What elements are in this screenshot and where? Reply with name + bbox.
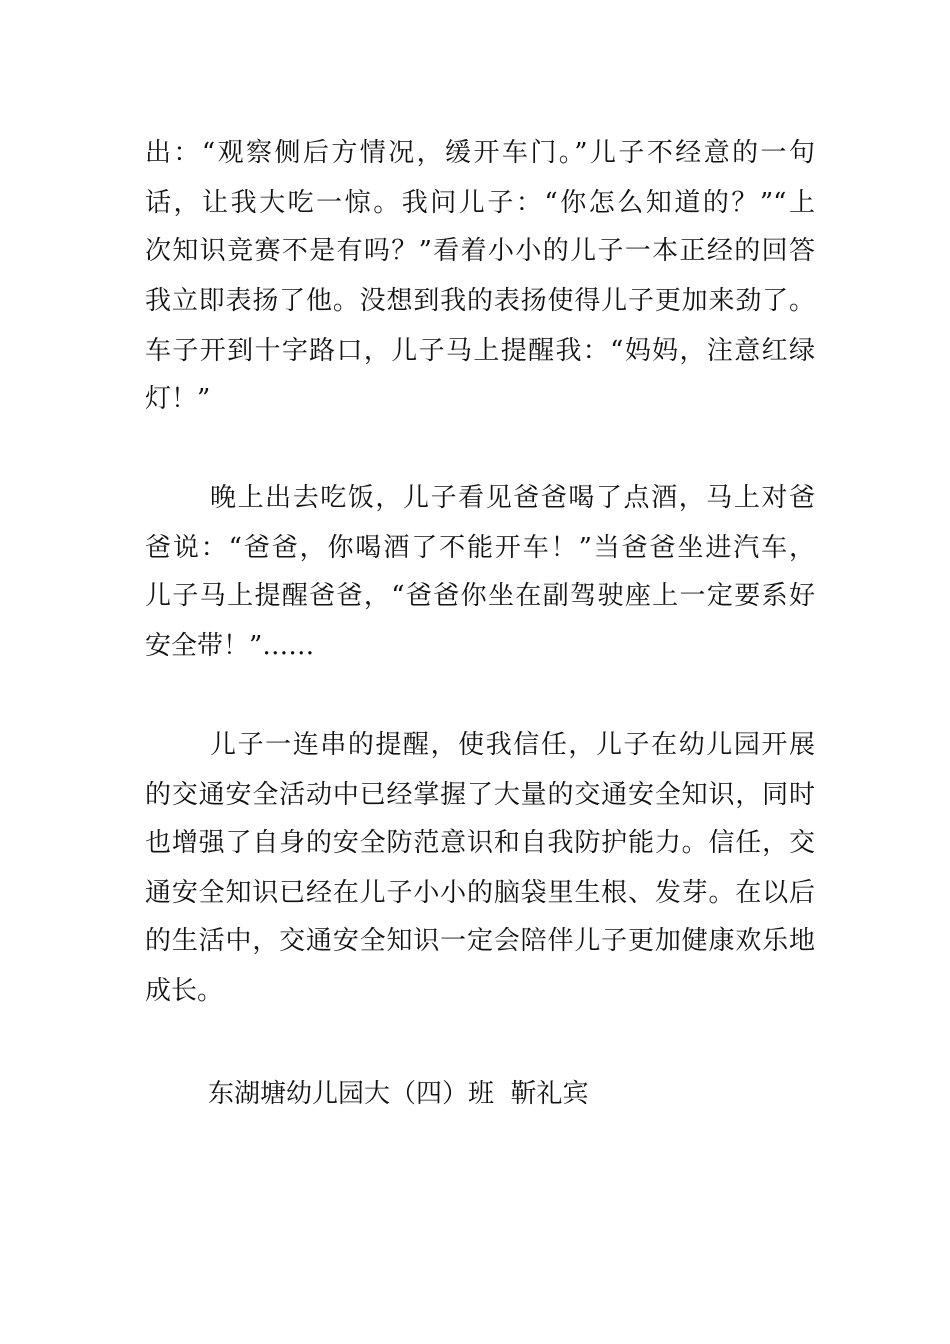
paragraph-1-line-2: 话，让我大吃一惊。我问儿子：“你怎么知道的？”“上 [145, 188, 815, 218]
paragraph-1-line-6: 灯！” [145, 384, 211, 414]
paragraph-1-line-1: 出：“观察侧后方情况，缓开车门。”儿子不经意的一句 [145, 138, 815, 168]
paragraph-3-line-2: 的交通安全活动中已经掌握了大量的交通安全知识，同时 [145, 780, 815, 810]
paragraph-2-line-4: 安全带！”…… [145, 631, 315, 661]
paragraph-3-line-3: 也增强了自身的安全防范意识和自我防护能力。信任，交 [145, 828, 815, 858]
paragraph-1-line-4: 我立即表扬了他。没想到我的表扬使得儿子更加来劲了。 [145, 286, 815, 316]
paragraph-3-line-6: 成长。 [145, 976, 224, 1006]
paragraph-2-line-3: 儿子马上提醒爸爸，“爸爸你坐在副驾驶座上一定要系好 [145, 581, 815, 611]
paragraph-1-line-3: 次知识竞赛不是有吗？”看着小小的儿子一本正经的回答 [145, 236, 815, 266]
paragraph-2-line-2: 爸说：“爸爸，你喝酒了不能开车！”当爸爸坐进汽车， [145, 533, 815, 563]
paragraph-1-line-5: 车子开到十字路口，儿子马上提醒我：“妈妈，注意红绿 [145, 336, 815, 366]
paragraph-3-line-1: 儿子一连串的提醒，使我信任，儿子在幼儿园开展 [210, 730, 815, 760]
author-signature: 东湖塘幼儿园大（四）班 靳礼宾 [208, 1079, 589, 1109]
paragraph-2-line-1: 晚上出去吃饭，儿子看见爸爸喝了点酒，马上对爸 [210, 483, 815, 513]
paragraph-3-line-5: 的生活中，交通安全知识一定会陪伴儿子更加健康欢乐地 [145, 926, 815, 956]
paragraph-3-line-4: 通安全知识已经在儿子小小的脑袋里生根、发芽。在以后 [145, 878, 815, 908]
